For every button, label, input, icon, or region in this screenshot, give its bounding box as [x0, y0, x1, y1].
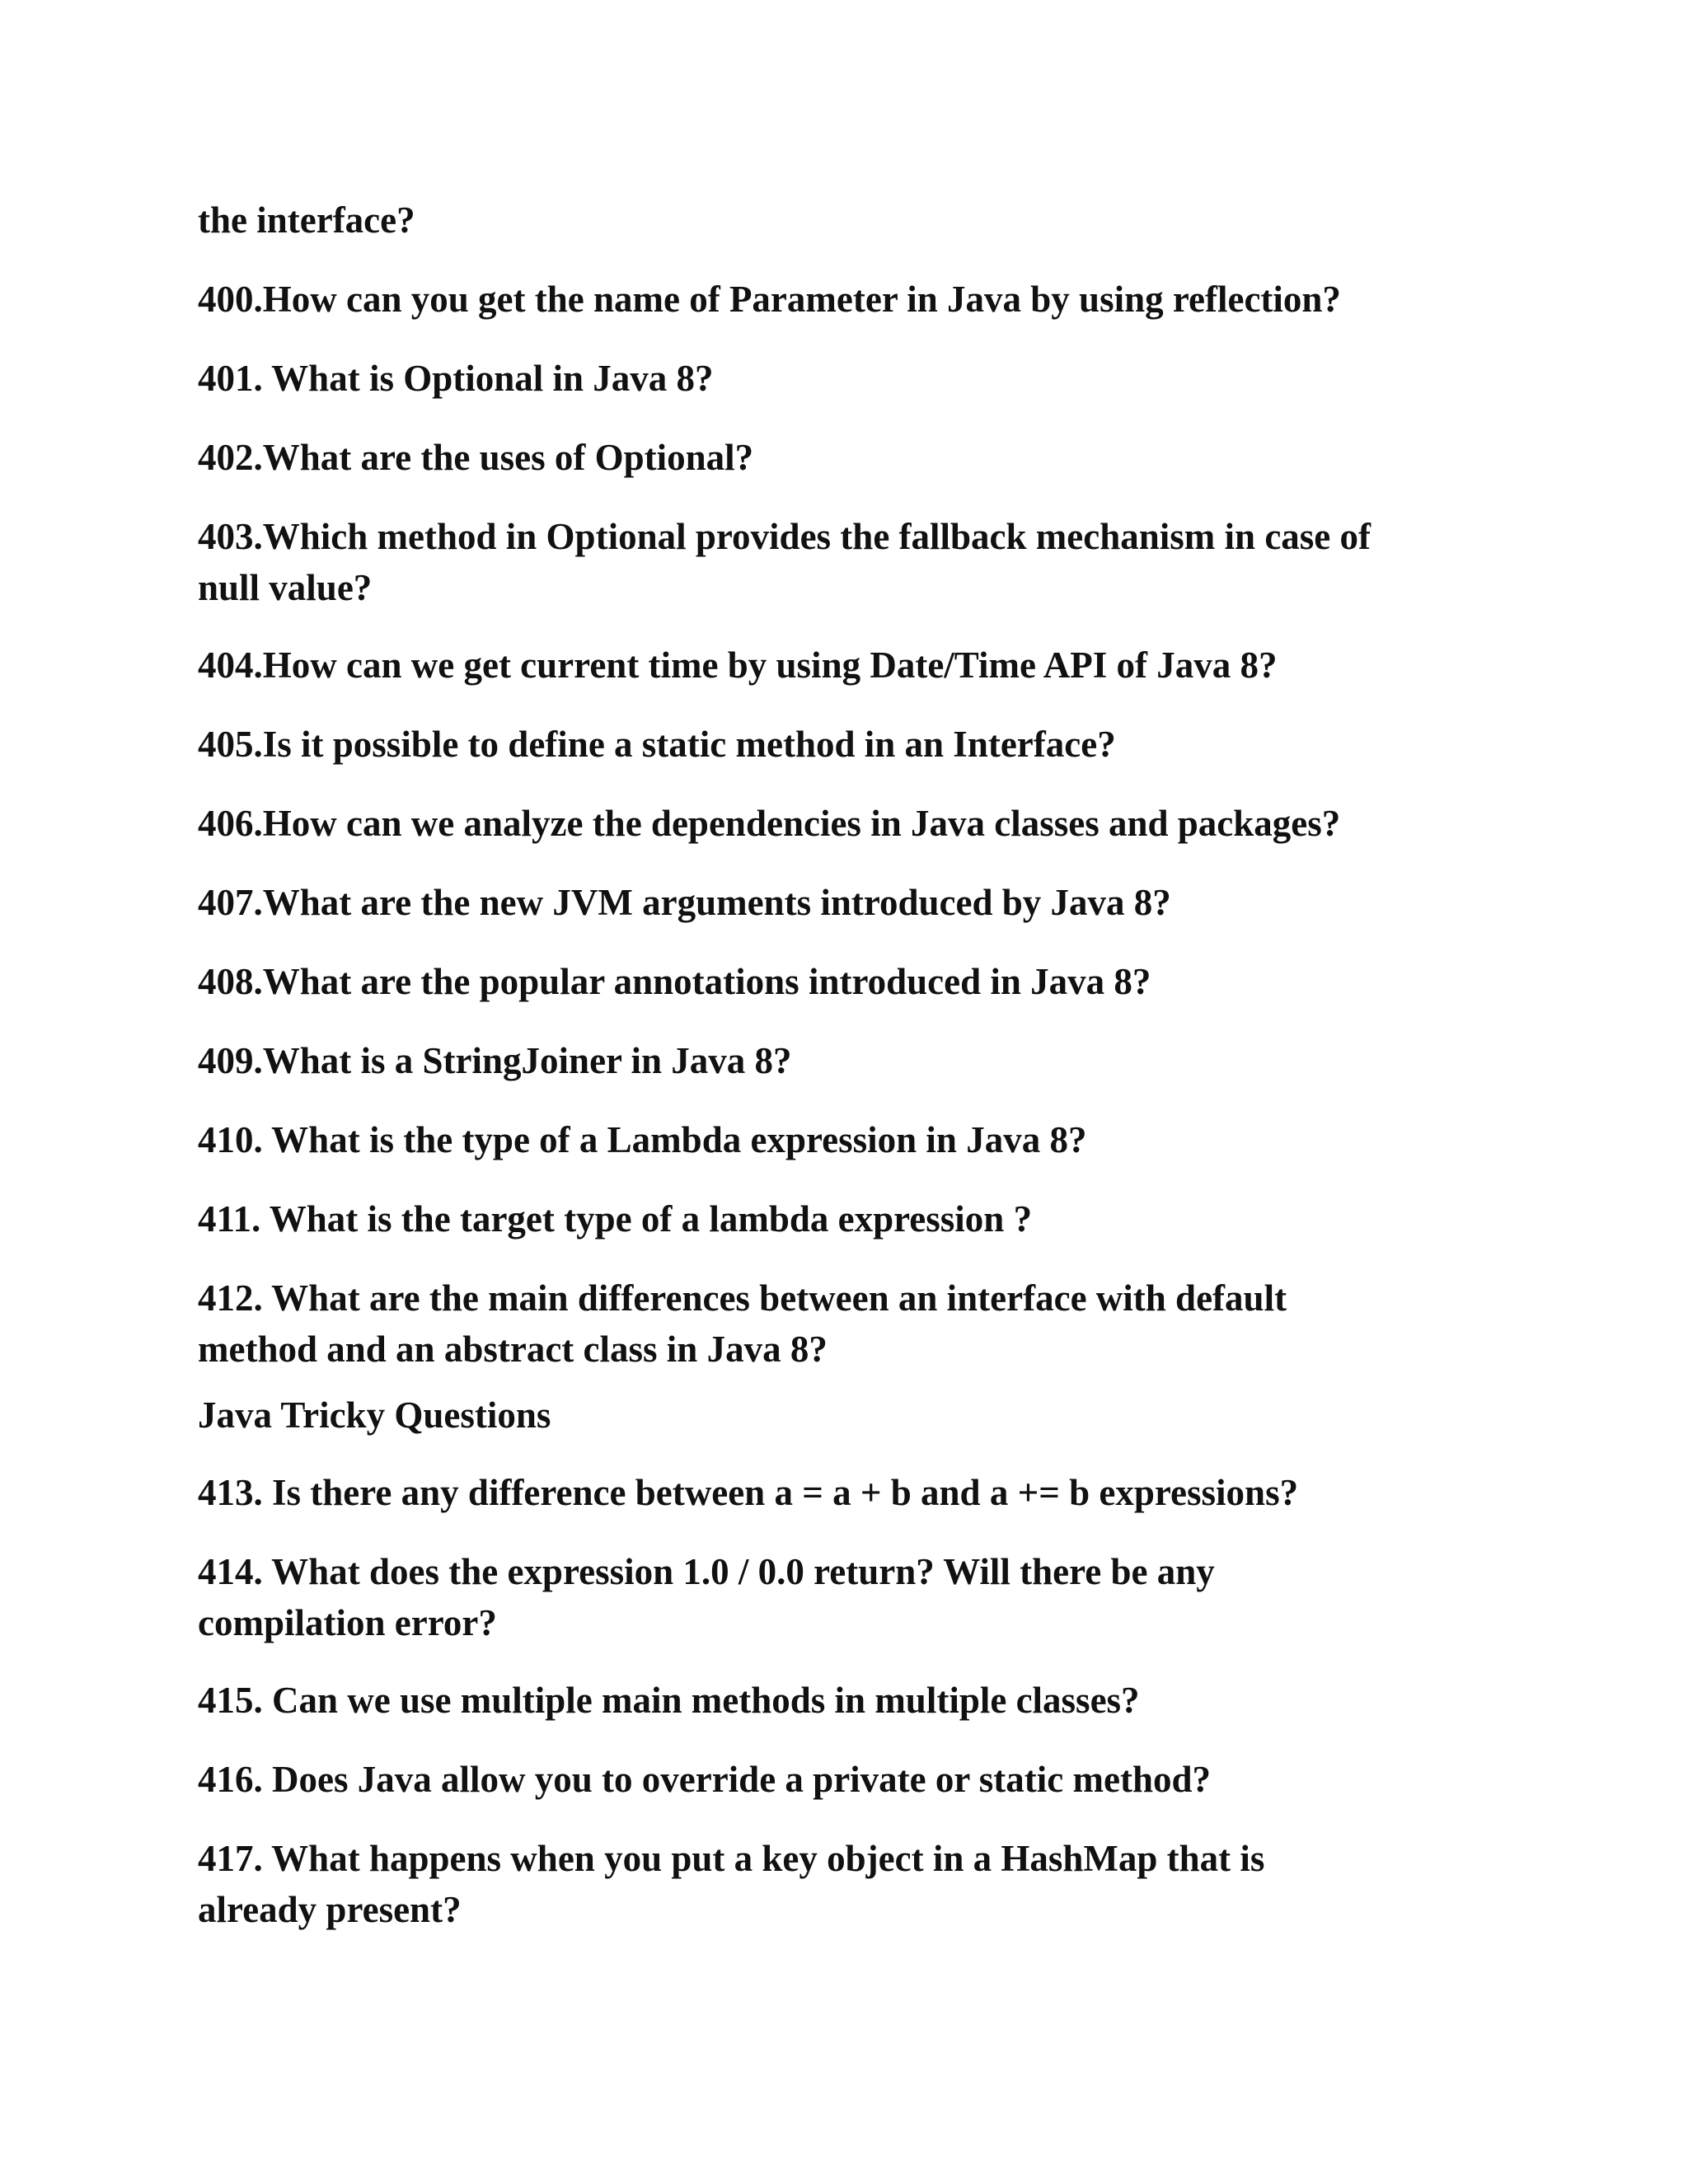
question-411: 411. What is the target type of a lambda expression ?	[198, 1198, 1033, 1240]
question-403: 403.Which method in Optional provides the fallback mechanism in case of	[198, 516, 1372, 557]
question-401: 401. What is Optional in Java 8?	[198, 358, 714, 399]
question-407: 407.What are the new JVM arguments introduced by Java 8?	[198, 882, 1171, 923]
question-413: 413. Is there any difference between a = a + b and a += b expressions?	[198, 1472, 1299, 1513]
question-417: 417. What happens when you put a key object in a HashMap that is	[198, 1838, 1265, 1879]
question-400: 400.How can you get the name of Parameter in Java by using reflection?	[198, 279, 1341, 320]
question-404: 404.How can we get current time by using Date/Time API of Java 8?	[198, 644, 1278, 686]
question-412: 412. What are the main differences between an interface with default	[198, 1277, 1287, 1319]
question-410: 410. What is the type of a Lambda expression in Java 8?	[198, 1119, 1087, 1160]
question-408: 408.What are the popular annotations introduced in Java 8?	[198, 961, 1151, 1002]
question-414-continuation: compilation error?	[198, 1602, 497, 1643]
question-409: 409.What is a StringJoiner in Java 8?	[198, 1040, 792, 1081]
section-heading: Java Tricky Questions	[198, 1394, 551, 1436]
question-405: 405.Is it possible to define a static method in an Interface?	[198, 724, 1116, 765]
question-402: 402.What are the uses of Optional?	[198, 437, 754, 478]
question-414: 414. What does the expression 1.0 / 0.0 return? Will there be any	[198, 1551, 1215, 1592]
question-416: 416. Does Java allow you to override a private or static method?	[198, 1759, 1211, 1800]
question-412-continuation: method and an abstract class in Java 8?	[198, 1329, 828, 1370]
question-406: 406.How can we analyze the dependencies in Java classes and packages?	[198, 803, 1341, 844]
question-417-continuation: already present?	[198, 1889, 462, 1930]
question-415: 415. Can we use multiple main methods in multiple classes?	[198, 1680, 1140, 1721]
question-399-continuation: the interface?	[198, 199, 415, 241]
question-403-continuation: null value?	[198, 567, 373, 608]
